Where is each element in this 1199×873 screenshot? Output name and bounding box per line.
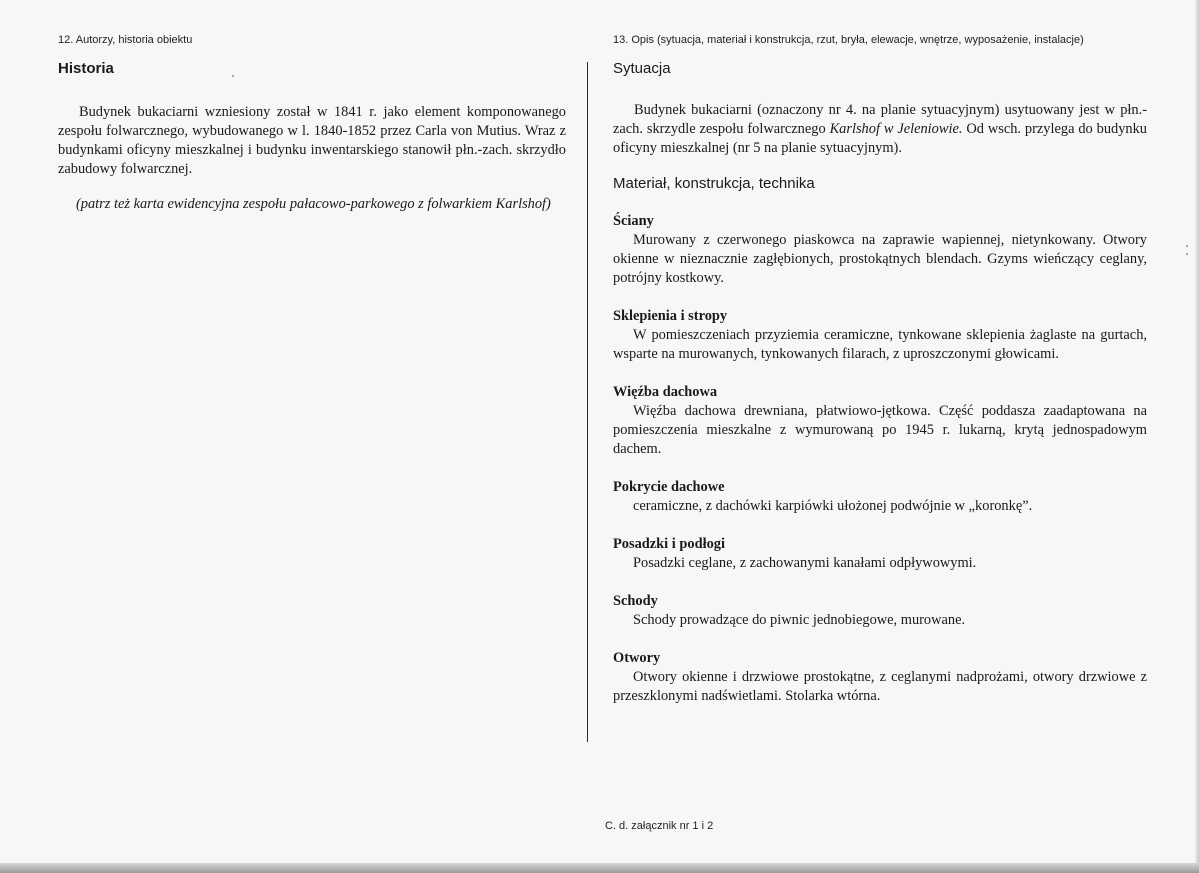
block-walls (613, 212, 1147, 288)
scan-edge-bottom (0, 863, 1199, 873)
block-text: Otwory okienne i drzwiowe prostokątne, z ceglanymi nadprożami, otwory drzwiowe z przeszklonymi nadświetlami. Stolarka wtórna. (613, 669, 1147, 704)
situation-paragraph (613, 101, 1147, 158)
block-title: Pokrycie dachowe (613, 479, 725, 495)
block-title: Ściany (613, 213, 654, 229)
history-title: Historia (58, 60, 114, 77)
block-text: Posadzki ceglane, z zachowanymi kanałami odpływowymi. (633, 555, 977, 571)
history-paragraph: Budynek bukaciarni wzniesiony został w 1841 r. jako element komponowanego zespołu folwarcznego, wybudowanego w l. 1840-1852 przez Carla von Mutius. Wraz z budynkami oficyny mieszkalnej i budynku inwentarskiego stanowił płn.-zach. skrzydło zabudowy folwarcznej. (58, 104, 566, 177)
history-note: (patrz też karta ewidencyjna zespołu pałacowo-parkowego z folwarkiem Karlshof) (76, 196, 551, 212)
situation-text-2: Od wsch. przylega do budynku oficyny mieszkalnej (nr 5 na planie sytuacyjnym). (613, 121, 1147, 156)
block-roof-truss (613, 383, 1147, 459)
right-column (613, 30, 1147, 706)
block-text: Schody prowadzące do piwnic jednobiegowe, murowane. (633, 612, 966, 628)
situation-text-1: Budynek bukaciarni (oznaczony nr 4. na planie sytuacyjnym) usytuowany jest w płn.-zach. skrzydle zespołu folwarcznego (613, 102, 1147, 137)
block-title: Więźba dachowa (613, 384, 718, 400)
left-column (58, 30, 566, 214)
situation-title: Sytuacja (613, 60, 671, 77)
footer-note: C. d. załącznik nr 1 i 2 (605, 820, 714, 832)
scan-speck (1186, 245, 1188, 247)
block-text: Murowany z czerwonego piaskowca na zaprawie wapiennej, nietynkowany. Otwory okienne w nieznacznie zagłębionych, prostokątnych blendach. Gzyms wieńczący ceglany, potrójny kostkowy. (613, 232, 1147, 286)
scan-edge (1195, 0, 1199, 873)
situation-text-italic: Karlshof w Jeleniowie. (829, 121, 963, 137)
block-stairs (613, 592, 1147, 630)
block-text: W pomieszczeniach przyziemia ceramiczne, tynkowane sklepienia żaglaste na gurtach, wsparte na murowanych, tynkowanych filarach, z uproszczonymi głowicami. (613, 327, 1147, 362)
block-title: Posadzki i podłogi (613, 536, 725, 552)
block-vaults (613, 307, 1147, 364)
block-title: Sklepienia i stropy (613, 308, 728, 324)
column-divider (587, 62, 588, 742)
block-text: ceramiczne, z dachówki karpiówki ułożonej podwójnie w „koronkę”. (633, 498, 1033, 514)
block-title: Schody (613, 593, 658, 609)
material-title: Materiał, konstrukcja, technika (613, 175, 815, 192)
section-heading-12: 12. Autorzy, historia obiektu (58, 34, 193, 46)
block-title: Otwory (613, 650, 661, 666)
scan-speck (1186, 253, 1188, 255)
block-roofing (613, 478, 1147, 516)
block-floors (613, 535, 1147, 573)
block-text: Więźba dachowa drewniana, płatwiowo-jętkowa. Część poddasza zaadaptowana na pomieszczenia mieszkalne z wymurowaną po 1945 r. lukarną, krytą jednospadowym dachem. (613, 403, 1147, 457)
section-heading-13: 13. Opis (sytuacja, materiał i konstrukcja, rzut, bryła, elewacje, wnętrze, wyposażenie, instalacje) (613, 34, 1084, 46)
block-openings (613, 649, 1147, 706)
